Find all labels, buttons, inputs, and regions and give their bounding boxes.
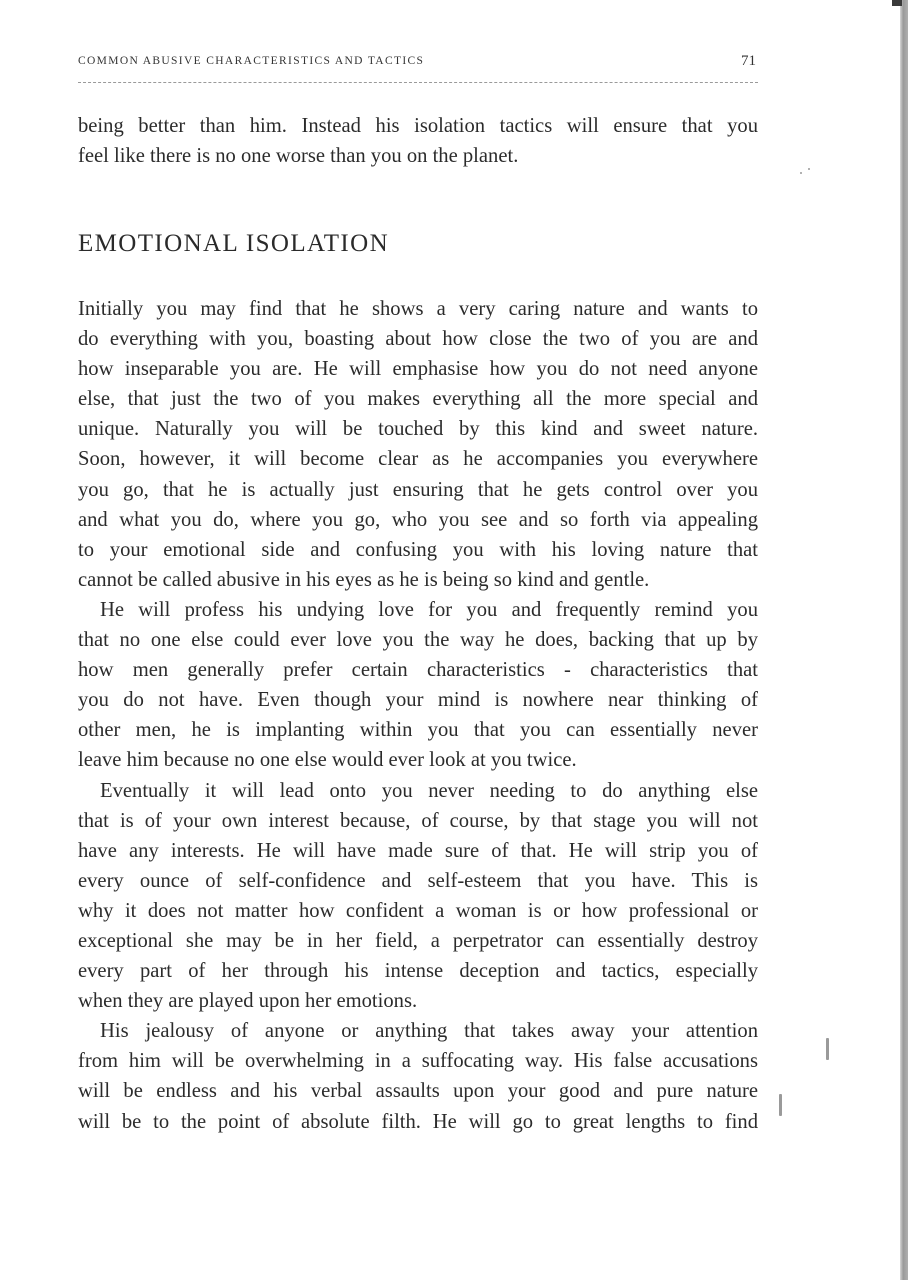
text-line: when they are played upon her emotions.	[78, 990, 418, 1013]
text-line: exceptional she may be in her field, a perpetrator can essentially destroy	[78, 929, 758, 952]
text-line: every part of her through his intense deception and tactics, especially	[78, 960, 758, 983]
text-line: why it does not matter how confident a woman is or how professional or	[78, 899, 758, 922]
scan-speck	[808, 168, 810, 170]
text-line: that no one else could ever love you the way he does, backing that up by	[78, 629, 758, 652]
text-line: unique. Naturally you will be touched by this kind and sweet nature.	[78, 418, 758, 441]
text-line: that is of your own interest because, of course, by that stage you will not	[78, 809, 758, 832]
scan-speck	[800, 172, 802, 174]
text-line: have any interests. He will have made sure of that. He will strip you of	[78, 839, 758, 862]
text-line: else, that just the two of you makes everything all the more special and	[78, 388, 758, 411]
text-line: will be endless and his verbal assaults upon your good and pure nature	[78, 1080, 758, 1103]
text-line: how inseparable you are. He will emphasise how you do not need anyone	[78, 358, 758, 381]
text-line: do everything with you, boasting about how close the two of you are and	[78, 328, 758, 351]
text-line: other men, he is implanting within you that you can essentially never	[78, 719, 758, 742]
text-line: Initially you may find that he shows a very caring nature and wants to	[78, 298, 758, 320]
text-line: you do not have. Even though your mind is nowhere near thinking of	[78, 689, 758, 712]
text-line: He will profess his undying love for you and frequently remind you	[100, 598, 758, 621]
paragraph	[78, 595, 758, 776]
text-line: you go, that he is actually just ensuring that he gets control over you	[78, 478, 758, 501]
section-heading: EMOTIONAL ISOLATION	[78, 230, 390, 257]
text-line: cannot be called abusive in his eyes as he is being so kind and gentle.	[78, 568, 650, 591]
text-line: Eventually it will lead onto you never needing to do anything else	[100, 779, 758, 802]
paragraph	[78, 776, 758, 1017]
text-line: being better than him. Instead his isolation tactics will ensure that you	[78, 115, 758, 137]
section-body	[78, 294, 758, 1137]
text-line: His jealousy of anyone or anything that takes away your attention	[100, 1020, 758, 1043]
scan-speck	[779, 1094, 782, 1116]
scan-speck	[826, 1038, 829, 1060]
text-line: leave him because no one else would ever look at you twice.	[78, 749, 577, 772]
text-line: to your emotional side and confusing you with his loving nature that	[78, 538, 758, 561]
text-line: Soon, however, it will become clear as he accompanies you everywhere	[78, 448, 758, 471]
running-title: COMMON ABUSIVE CHARACTERISTICS AND TACTICS	[78, 55, 425, 67]
scan-corner-mark	[892, 0, 902, 6]
text-line: from him will be overwhelming in a suffocating way. His false accusations	[78, 1050, 758, 1073]
paragraph	[78, 294, 758, 595]
text-line: feel like there is no one worse than you on the planet.	[78, 145, 519, 168]
page-number: 71	[741, 53, 756, 69]
text-line: every ounce of self-confidence and self-esteem that you have. This is	[78, 869, 758, 892]
text-line: and what you do, where you go, who you see and so forth via appealing	[78, 508, 758, 531]
text-line: will be to the point of absolute filth. He will go to great lengths to find	[78, 1110, 758, 1133]
intro-paragraph	[78, 111, 758, 171]
scan-page-edge	[900, 0, 908, 1280]
paragraph	[78, 1016, 758, 1136]
running-header	[78, 55, 758, 85]
header-dashed-rule	[78, 82, 758, 83]
text-line: how men generally prefer certain characteristics - characteristics that	[78, 659, 758, 682]
